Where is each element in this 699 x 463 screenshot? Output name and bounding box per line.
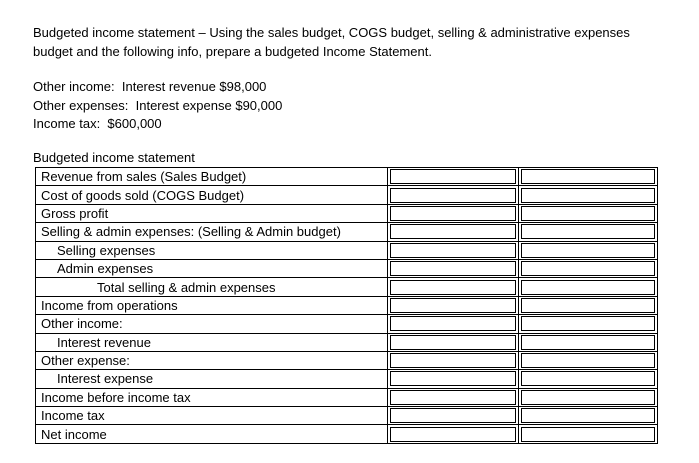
- other-income-info: Other income: Interest revenue $98,000: [33, 79, 267, 94]
- gross-profit-total-cell[interactable]: [519, 204, 658, 222]
- total-selling-admin-amount-cell[interactable]: [388, 278, 519, 296]
- row-label-other-income: Other income:: [36, 315, 388, 333]
- cogs-amount-cell[interactable]: [388, 186, 519, 204]
- other-income-amount-cell[interactable]: [388, 315, 519, 333]
- row-label-interest-revenue: Interest revenue: [36, 333, 388, 351]
- net-income-total-cell[interactable]: [519, 425, 658, 443]
- table-row: [36, 168, 658, 186]
- revenue-total-cell[interactable]: [519, 168, 658, 186]
- budgeted-income-statement-table: [35, 167, 658, 444]
- net-income-amount-cell[interactable]: [388, 425, 519, 443]
- gross-profit-amount-cell[interactable]: [388, 204, 519, 222]
- table-row: [36, 351, 658, 369]
- table-row: [36, 370, 658, 388]
- table-row: [36, 333, 658, 351]
- row-label-income-before-tax: Income before income tax: [36, 388, 388, 406]
- row-label-income-tax: Income tax: [36, 407, 388, 425]
- selling-expenses-total-cell[interactable]: [519, 241, 658, 259]
- interest-expense-total-cell[interactable]: [519, 370, 658, 388]
- income-tax-amount-cell[interactable]: [388, 407, 519, 425]
- row-label-other-expense: Other expense:: [36, 351, 388, 369]
- table-row: [36, 407, 658, 425]
- selling-admin-header-total-cell[interactable]: [519, 223, 658, 241]
- instructions-line-2: budget and the following info, prepare a budgeted Income Statement.: [33, 44, 432, 59]
- row-label-net-income: Net income: [36, 425, 388, 443]
- other-expense-amount-cell[interactable]: [388, 351, 519, 369]
- admin-expenses-total-cell[interactable]: [519, 259, 658, 277]
- selling-expenses-amount-cell[interactable]: [388, 241, 519, 259]
- table-row: [36, 223, 658, 241]
- row-label-admin-expenses: Admin expenses: [36, 259, 388, 277]
- row-label-selling-admin-header: Selling & admin expenses: (Selling & Admin budget): [36, 223, 388, 241]
- row-label-interest-expense: Interest expense: [36, 370, 388, 388]
- instructions-line-1: Budgeted income statement – Using the sales budget, COGS budget, selling & administrative expenses: [33, 25, 630, 40]
- interest-expense-amount-cell[interactable]: [388, 370, 519, 388]
- row-label-income-from-operations: Income from operations: [36, 296, 388, 314]
- row-label-revenue: Revenue from sales (Sales Budget): [36, 168, 388, 186]
- selling-admin-header-amount-cell[interactable]: [388, 223, 519, 241]
- other-expenses-info: Other expenses: Interest expense $90,000: [33, 97, 283, 113]
- other-expense-total-cell[interactable]: [519, 351, 658, 369]
- cogs-total-cell[interactable]: [519, 186, 658, 204]
- table-row: [36, 204, 658, 222]
- other-income-total-cell[interactable]: [519, 315, 658, 333]
- income-before-tax-amount-cell[interactable]: [388, 388, 519, 406]
- interest-revenue-amount-cell[interactable]: [388, 333, 519, 351]
- table-row: [36, 315, 658, 333]
- row-label-total-selling-admin: Total selling & admin expenses: [36, 278, 388, 296]
- total-selling-admin-total-cell[interactable]: [519, 278, 658, 296]
- income-before-tax-total-cell[interactable]: [519, 388, 658, 406]
- income-from-operations-amount-cell[interactable]: [388, 296, 519, 314]
- income-tax-info: Income tax: $600,000: [33, 116, 162, 131]
- instructions: [33, 23, 673, 61]
- table-row: [36, 186, 658, 204]
- table-row: [36, 241, 658, 259]
- income-tax-total-cell[interactable]: [519, 407, 658, 425]
- table-row: [36, 388, 658, 406]
- table-title: Budgeted income statement: [33, 150, 195, 165]
- table-row: [36, 278, 658, 296]
- given-info: [33, 78, 282, 134]
- revenue-amount-cell[interactable]: [388, 168, 519, 186]
- interest-revenue-total-cell[interactable]: [519, 333, 658, 351]
- admin-expenses-amount-cell[interactable]: [388, 259, 519, 277]
- income-from-operations-total-cell[interactable]: [519, 296, 658, 314]
- row-label-selling-expenses: Selling expenses: [36, 241, 388, 259]
- table-row: [36, 296, 658, 314]
- row-label-cogs: Cost of goods sold (COGS Budget): [36, 186, 388, 204]
- row-label-gross-profit: Gross profit: [36, 204, 388, 222]
- table-row: [36, 259, 658, 277]
- table-row: [36, 425, 658, 443]
